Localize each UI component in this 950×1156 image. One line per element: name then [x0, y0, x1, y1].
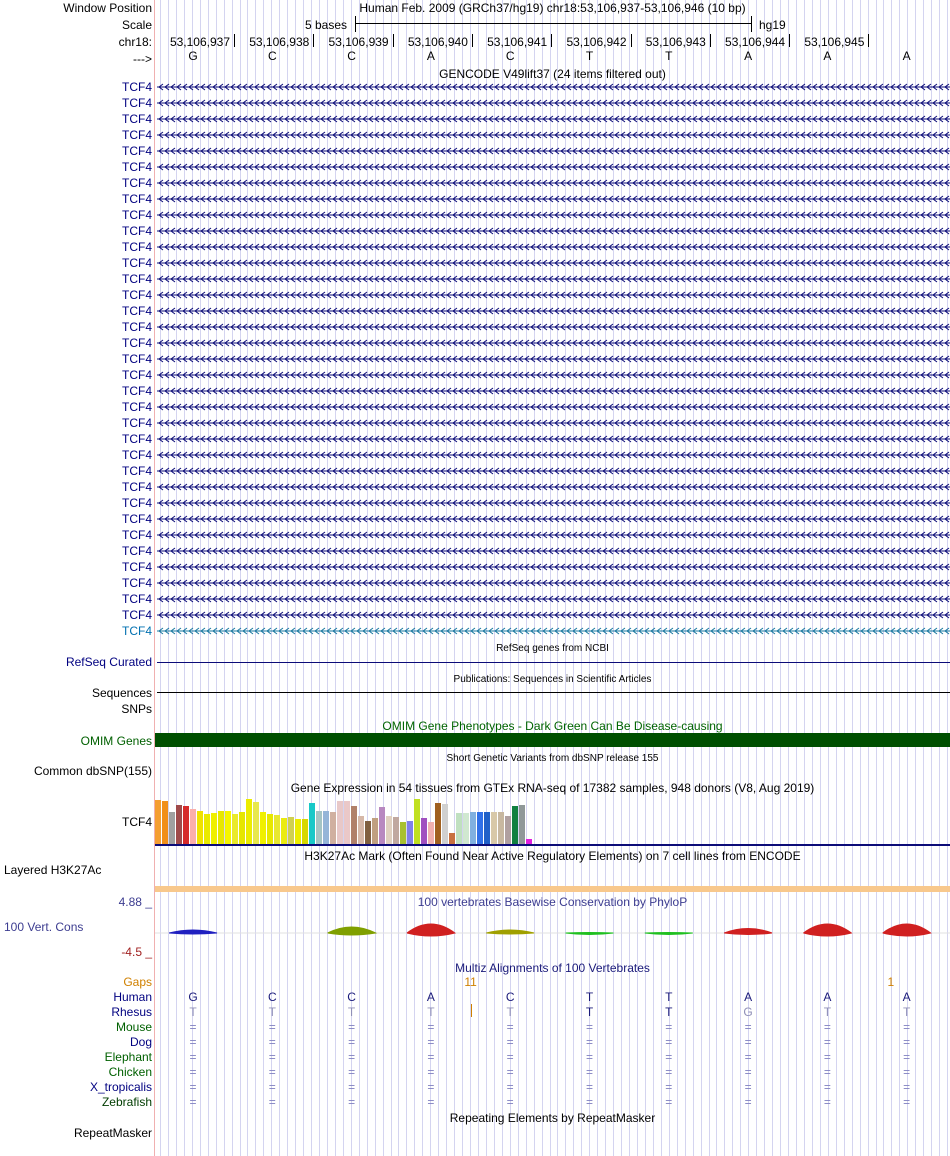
gap-count: 1 — [887, 975, 895, 989]
window-position-label: Window Position — [63, 1, 152, 15]
track-image-area[interactable] — [155, 0, 950, 1156]
alignment-base: = — [427, 1095, 435, 1109]
alignment-base: T — [585, 990, 594, 1004]
alignment-base: = — [427, 1050, 435, 1064]
alignment-base: C — [505, 990, 515, 1004]
phylop-score-glyph — [407, 924, 455, 936]
gtex-tissue-bar[interactable] — [421, 818, 427, 844]
alignment-base: = — [427, 1080, 435, 1094]
position-label: 53,106,944 — [725, 35, 786, 49]
alignment-base: T — [347, 1005, 356, 1019]
alignment-base: = — [268, 1020, 276, 1034]
gene-label-tcf4[interactable]: TCF4 — [122, 208, 152, 222]
gtex-tissue-bar[interactable] — [491, 812, 497, 844]
position-label: 53,106,939 — [328, 35, 389, 49]
gtex-tissue-bar[interactable] — [253, 802, 259, 844]
alignment-base: T — [506, 1005, 514, 1019]
phylop-track-title: 100 vertebrates Basewise Conservation by PhyloP — [417, 895, 688, 909]
species-label[interactable]: Chicken — [108, 1065, 152, 1079]
gtex-tissue-bar[interactable] — [484, 812, 490, 844]
alignment-base: = — [348, 1050, 356, 1064]
gene-transcript-row[interactable] — [155, 513, 950, 523]
gene-label-tcf4[interactable]: TCF4 — [122, 112, 152, 126]
gtex-tissue-bar[interactable] — [218, 811, 224, 844]
alignment-base: = — [348, 1020, 356, 1034]
gene-transcript-row[interactable] — [155, 433, 950, 443]
alignment-base: = — [268, 1035, 276, 1049]
base-letter: C — [505, 49, 515, 63]
gene-transcript-row[interactable] — [155, 369, 950, 379]
gene-transcript-row[interactable] — [155, 385, 950, 395]
gtex-tissue-bar[interactable] — [379, 807, 385, 844]
gtex-tissue-bar[interactable] — [232, 814, 238, 844]
gene-transcript-row[interactable] — [155, 449, 950, 459]
alignment-base: = — [506, 1035, 514, 1049]
position-label: 53,106,942 — [566, 35, 627, 49]
alignment-base: = — [189, 1020, 197, 1034]
gtex-track-label[interactable]: TCF4 — [122, 815, 152, 829]
gene-label-tcf4[interactable]: TCF4 — [122, 528, 152, 542]
species-label[interactable]: Zebrafish — [101, 1095, 152, 1109]
alignment-base: = — [903, 1065, 911, 1079]
gtex-tissue-bar[interactable] — [330, 812, 336, 844]
base-letter: A — [426, 49, 435, 63]
alignment-base: = — [506, 1095, 514, 1109]
alignment-base: = — [903, 1095, 911, 1109]
gtex-tissue-bar[interactable] — [225, 811, 231, 844]
alignment-base: C — [347, 990, 356, 1004]
alignment-base: = — [665, 1035, 673, 1049]
gene-label-tcf4[interactable]: TCF4 — [122, 432, 152, 446]
alignment-base: = — [823, 1065, 831, 1079]
gene-label-tcf4[interactable]: TCF4 — [122, 192, 152, 206]
gene-label-tcf4[interactable]: TCF4 — [122, 288, 152, 302]
base-letter: G — [188, 49, 198, 63]
insertion-marker — [471, 1004, 472, 1017]
gene-label-tcf4[interactable]: TCF4 — [122, 384, 152, 398]
phylop-score-glyph — [328, 927, 376, 935]
gtex-tissue-bar[interactable] — [386, 816, 392, 844]
gtex-bar-chart[interactable] — [155, 797, 535, 844]
alignment-base: T — [585, 1005, 594, 1019]
alignment-base: = — [348, 1035, 356, 1049]
alignment-base: = — [665, 1080, 673, 1094]
gene-transcript-row[interactable] — [155, 97, 950, 107]
omim-gene-bar[interactable] — [155, 733, 950, 747]
gtex-tissue-bar[interactable] — [176, 805, 182, 844]
phylop-track[interactable] — [155, 910, 950, 960]
gtex-tissue-bar[interactable] — [358, 816, 364, 844]
alignment-base: T — [823, 1005, 832, 1019]
position-tick — [789, 34, 790, 47]
alignment-base: G — [743, 1005, 753, 1019]
gap-count: 11 — [464, 975, 477, 989]
h3k27ac-signal[interactable] — [155, 886, 950, 892]
gene-label-tcf4[interactable]: TCF4 — [122, 128, 152, 142]
h3k27ac-track-label[interactable]: Layered H3K27Ac — [4, 863, 102, 877]
gene-transcript-row[interactable] — [155, 417, 950, 427]
position-tick — [631, 34, 632, 47]
position-tick — [551, 34, 552, 47]
gene-label-tcf4[interactable]: TCF4 — [122, 448, 152, 462]
gtex-tissue-bar[interactable] — [260, 812, 266, 844]
gene-label-tcf4[interactable]: TCF4 — [122, 624, 152, 638]
alignment-base: = — [903, 1050, 911, 1064]
phylop-max-label: 4.88 _ — [118, 895, 152, 909]
base-letter: A — [902, 49, 911, 63]
alignment-base: = — [585, 1065, 593, 1079]
alignment-base: G — [188, 990, 198, 1004]
gtex-tissue-bar[interactable] — [309, 803, 315, 844]
base-letter: A — [744, 49, 753, 63]
phylop-score-glyph — [883, 924, 931, 936]
alignment-base: = — [585, 1035, 593, 1049]
gene-transcript-row[interactable] — [155, 577, 950, 587]
gtex-tissue-bar[interactable] — [414, 799, 420, 844]
chrom-label: chr18: — [118, 35, 152, 49]
phylop-score-glyph — [724, 929, 772, 935]
gene-transcript-row[interactable] — [155, 545, 950, 555]
alignment-base: C — [267, 990, 277, 1004]
phylop-score-glyph — [645, 933, 693, 935]
refseq-track-title: RefSeq genes from NCBI — [496, 643, 609, 654]
gene-label-tcf4[interactable]: TCF4 — [122, 336, 152, 350]
gtex-tissue-bar[interactable] — [372, 818, 378, 844]
species-label[interactable]: Human — [113, 990, 152, 1004]
alignment-base: A — [744, 990, 753, 1004]
gtex-tissue-bar[interactable] — [351, 806, 357, 844]
gene-transcript-row[interactable] — [155, 209, 950, 219]
gtex-tissue-bar[interactable] — [407, 821, 413, 844]
gene-label-tcf4[interactable]: TCF4 — [122, 304, 152, 318]
refseq-track-line — [157, 662, 950, 663]
gene-transcript-row[interactable] — [155, 273, 950, 283]
gene-transcript-row[interactable] — [155, 353, 950, 363]
gene-label-tcf4[interactable]: TCF4 — [122, 544, 152, 558]
alignment-base: = — [427, 1065, 435, 1079]
gene-transcript-row[interactable] — [155, 81, 950, 91]
alignment-base: = — [823, 1035, 831, 1049]
gene-transcript-row[interactable] — [155, 481, 950, 491]
gene-transcript-row[interactable] — [155, 561, 950, 571]
gene-label-tcf4[interactable]: TCF4 — [122, 368, 152, 382]
alignment-base: = — [744, 1050, 752, 1064]
gtex-tissue-bar[interactable] — [365, 821, 371, 844]
alignment-base: A — [902, 990, 911, 1004]
gene-transcript-row[interactable] — [155, 129, 950, 139]
gene-transcript-row[interactable] — [155, 465, 950, 475]
publications-track-line — [157, 692, 950, 693]
gene-label-tcf4[interactable]: TCF4 — [122, 400, 152, 414]
gtex-tissue-bar[interactable] — [456, 813, 462, 844]
strand-label: ---> — [133, 52, 152, 66]
gtex-track-baseline — [155, 844, 950, 846]
sequences-track-label[interactable]: Sequences — [91, 686, 152, 700]
alignment-base: = — [506, 1020, 514, 1034]
alignment-base: = — [665, 1095, 673, 1109]
alignment-base: = — [823, 1080, 831, 1094]
alignment-base: = — [506, 1065, 514, 1079]
position-tick — [313, 34, 314, 47]
alignment-base: T — [665, 1005, 673, 1019]
gtex-tissue-bar[interactable] — [211, 813, 217, 844]
alignment-base: = — [823, 1050, 831, 1064]
gene-label-tcf4[interactable]: TCF4 — [122, 352, 152, 366]
gene-transcript-row[interactable] — [155, 113, 950, 123]
species-label[interactable]: Rhesus — [111, 1005, 152, 1019]
gene-transcript-row[interactable] — [155, 321, 950, 331]
gtex-tissue-bar[interactable] — [519, 805, 525, 844]
gene-label-tcf4[interactable]: TCF4 — [122, 608, 152, 622]
alignment-base: = — [268, 1095, 276, 1109]
position-tick — [472, 34, 473, 47]
gene-transcript-row[interactable] — [155, 257, 950, 267]
gene-label-tcf4[interactable]: TCF4 — [122, 320, 152, 334]
gtex-tissue-bar[interactable] — [302, 819, 308, 844]
multiz-track-title: Multiz Alignments of 100 Vertebrates — [455, 961, 650, 975]
dbsnp-track-title: Short Genetic Variants from dbSNP release 155 — [446, 753, 659, 764]
gene-transcript-row[interactable] — [155, 497, 950, 507]
gene-label-tcf4[interactable]: TCF4 — [122, 576, 152, 590]
base-letter: T — [665, 49, 673, 63]
gtex-tissue-bar[interactable] — [162, 801, 168, 844]
position-label: 53,106,941 — [487, 35, 548, 49]
alignment-base: A — [823, 990, 832, 1004]
gene-label-tcf4[interactable]: TCF4 — [122, 272, 152, 286]
gtex-tissue-bar[interactable] — [428, 822, 434, 844]
position-tick — [393, 34, 394, 47]
gtex-tissue-bar[interactable] — [323, 811, 329, 844]
alignment-base: = — [585, 1095, 593, 1109]
track-labels-column — [0, 0, 154, 1156]
gtex-tissue-bar[interactable] — [281, 818, 287, 844]
alignment-base: T — [189, 1005, 197, 1019]
alignment-base: = — [744, 1020, 752, 1034]
alignment-base: = — [903, 1035, 911, 1049]
snps-track-label[interactable]: SNPs — [121, 702, 152, 716]
dbsnp-track-label[interactable]: Common dbSNP(155) — [33, 764, 152, 778]
gaps-label: Gaps — [123, 975, 152, 989]
gene-label-tcf4[interactable]: TCF4 — [122, 256, 152, 270]
gtex-tissue-bar[interactable] — [498, 812, 504, 844]
gtex-tissue-bar[interactable] — [190, 809, 196, 844]
alignment-base: = — [585, 1050, 593, 1064]
omim-track-title: OMIM Gene Phenotypes - Dark Green Can Be Disease-causing — [382, 719, 723, 733]
position-tick — [710, 34, 711, 47]
gtex-tissue-bar[interactable] — [204, 814, 210, 844]
alignment-base: = — [744, 1080, 752, 1094]
phylop-score-glyph — [566, 933, 614, 935]
gene-label-tcf4[interactable]: TCF4 — [122, 480, 152, 494]
gene-label-tcf4[interactable]: TCF4 — [122, 80, 152, 94]
alignment-base: A — [426, 990, 435, 1004]
gene-label-tcf4[interactable]: TCF4 — [122, 512, 152, 526]
gene-transcript-row[interactable] — [155, 593, 950, 603]
phylop-min-label: -4.5 _ — [121, 945, 152, 959]
gene-label-tcf4[interactable]: TCF4 — [122, 592, 152, 606]
gtex-tissue-bar[interactable] — [400, 822, 406, 844]
h3k27ac-track-title: H3K27Ac Mark (Often Found Near Active Regulatory Elements) on 7 cell lines from ENCODE — [304, 849, 801, 863]
gtex-tissue-bar[interactable] — [442, 804, 448, 844]
phylop-track-label[interactable]: 100 Vert. Cons — [4, 920, 84, 934]
alignment-base: = — [189, 1050, 197, 1064]
gtex-tissue-bar[interactable] — [505, 816, 511, 844]
species-label[interactable]: Mouse — [115, 1020, 152, 1034]
gene-transcript-row[interactable] — [155, 529, 950, 539]
gene-label-tcf4[interactable]: TCF4 — [122, 464, 152, 478]
gtex-tissue-bar[interactable] — [344, 801, 350, 844]
gene-label-tcf4[interactable]: TCF4 — [122, 224, 152, 238]
gtex-tissue-bar[interactable] — [393, 817, 399, 844]
position-tick — [868, 34, 869, 47]
refseq-track-label[interactable]: RefSeq Curated — [65, 655, 152, 669]
scale-assembly: hg19 — [759, 18, 786, 32]
gene-label-tcf4[interactable]: TCF4 — [122, 160, 152, 174]
alignment-base: = — [348, 1080, 356, 1094]
gtex-tissue-bar[interactable] — [267, 814, 273, 844]
gtex-tissue-bar[interactable] — [183, 806, 189, 844]
gtex-tissue-bar[interactable] — [246, 799, 252, 844]
alignment-base: = — [268, 1065, 276, 1079]
gtex-tissue-bar[interactable] — [477, 812, 483, 844]
alignment-base: T — [903, 1005, 911, 1019]
gene-transcript-row[interactable] — [155, 625, 950, 635]
alignment-base: = — [744, 1095, 752, 1109]
alignment-base: = — [189, 1035, 197, 1049]
repeatmasker-track-title: Repeating Elements by RepeatMasker — [449, 1111, 656, 1125]
alignment-base: = — [744, 1065, 752, 1079]
gtex-tissue-bar[interactable] — [449, 833, 455, 844]
species-label[interactable]: Elephant — [104, 1050, 152, 1064]
gtex-tissue-bar[interactable] — [197, 811, 203, 844]
alignment-base: = — [665, 1050, 673, 1064]
scale-label: Scale — [121, 18, 152, 32]
position-label: 53,106,937 — [169, 35, 230, 49]
gene-transcript-row[interactable] — [155, 161, 950, 171]
gtex-tissue-bar[interactable] — [274, 815, 280, 844]
species-label[interactable]: X_tropicalis — [89, 1080, 152, 1094]
gtex-track-title: Gene Expression in 54 tissues from GTEx RNA-seq of 17382 samples, 948 donors (V8, Aug 2019) — [290, 781, 815, 795]
gene-transcript-row[interactable] — [155, 225, 950, 235]
gene-transcript-row[interactable] — [155, 289, 950, 299]
position-label: 53,106,940 — [407, 35, 468, 49]
position-label: 53,106,943 — [645, 35, 706, 49]
alignment-base: = — [506, 1080, 514, 1094]
gencode-track-title: GENCODE V49lift37 (24 items filtered out) — [439, 67, 666, 81]
gene-transcript-row[interactable] — [155, 401, 950, 411]
gtex-tissue-bar[interactable] — [316, 811, 322, 844]
gene-transcript-row[interactable] — [155, 241, 950, 251]
repeatmasker-track-label[interactable]: RepeatMasker — [73, 1126, 152, 1140]
gene-transcript-row[interactable] — [155, 145, 950, 155]
alignment-base: = — [903, 1080, 911, 1094]
gene-transcript-row[interactable] — [155, 337, 950, 347]
base-letter: C — [347, 49, 356, 63]
phylop-score-glyph — [486, 930, 534, 934]
alignment-base: = — [348, 1095, 356, 1109]
phylop-score-glyph — [803, 924, 851, 936]
gene-label-tcf4[interactable]: TCF4 — [122, 496, 152, 510]
alignment-base: = — [665, 1020, 673, 1034]
gtex-tissue-bar[interactable] — [470, 812, 476, 844]
assembly-title: Human Feb. 2009 (GRCh37/hg19) chr18:53,106,937-53,106,946 (10 bp) — [359, 1, 746, 15]
gene-label-tcf4[interactable]: TCF4 — [122, 416, 152, 430]
gene-transcript-row[interactable] — [155, 609, 950, 619]
species-label[interactable]: Dog — [129, 1035, 152, 1049]
alignment-base: T — [427, 1005, 435, 1019]
gtex-tissue-bar[interactable] — [169, 812, 175, 844]
gene-label-tcf4[interactable]: TCF4 — [122, 96, 152, 110]
alignment-base: = — [427, 1020, 435, 1034]
alignment-base: = — [585, 1080, 593, 1094]
alignment-base: = — [823, 1020, 831, 1034]
alignment-base: = — [427, 1035, 435, 1049]
gene-label-tcf4[interactable]: TCF4 — [122, 144, 152, 158]
omim-track-label[interactable]: OMIM Genes — [80, 734, 152, 748]
alignment-base: = — [268, 1080, 276, 1094]
publications-track-title: Publications: Sequences in Scientific Articles — [453, 674, 652, 685]
position-label: 53,106,945 — [804, 35, 865, 49]
phylop-score-glyph — [169, 930, 217, 934]
alignment-base: = — [189, 1095, 197, 1109]
gene-transcript-row[interactable] — [155, 193, 950, 203]
gtex-tissue-bar[interactable] — [288, 817, 294, 844]
alignment-base: = — [903, 1020, 911, 1034]
gene-label-tcf4[interactable]: TCF4 — [122, 240, 152, 254]
gtex-tissue-bar[interactable] — [435, 803, 441, 844]
gtex-tissue-bar[interactable] — [512, 806, 518, 844]
alignment-base: T — [268, 1005, 276, 1019]
gene-label-tcf4[interactable]: TCF4 — [122, 176, 152, 190]
gtex-tissue-bar[interactable] — [295, 819, 301, 844]
alignment-base: = — [189, 1065, 197, 1079]
position-label: 53,106,938 — [249, 35, 310, 49]
alignment-base: = — [348, 1065, 356, 1079]
alignment-base: = — [506, 1050, 514, 1064]
gene-label-tcf4[interactable]: TCF4 — [122, 560, 152, 574]
gtex-tissue-bar[interactable] — [239, 812, 245, 844]
alignment-base: = — [744, 1035, 752, 1049]
alignment-base: = — [268, 1050, 276, 1064]
gtex-tissue-bar[interactable] — [463, 813, 469, 844]
gtex-tissue-bar[interactable] — [155, 800, 161, 844]
gene-transcript-row[interactable] — [155, 177, 950, 187]
base-letter: T — [585, 49, 594, 63]
alignment-base: = — [823, 1095, 831, 1109]
position-tick — [234, 34, 235, 47]
scale-bar-text: 5 bases — [305, 18, 348, 32]
alignment-base: = — [665, 1065, 673, 1079]
alignment-base: = — [585, 1020, 593, 1034]
alignment-base: T — [665, 990, 673, 1004]
gene-transcript-row[interactable] — [155, 305, 950, 315]
base-letter: C — [267, 49, 277, 63]
alignment-base: = — [189, 1080, 197, 1094]
gtex-tissue-bar[interactable] — [337, 801, 343, 844]
base-letter: A — [823, 49, 832, 63]
